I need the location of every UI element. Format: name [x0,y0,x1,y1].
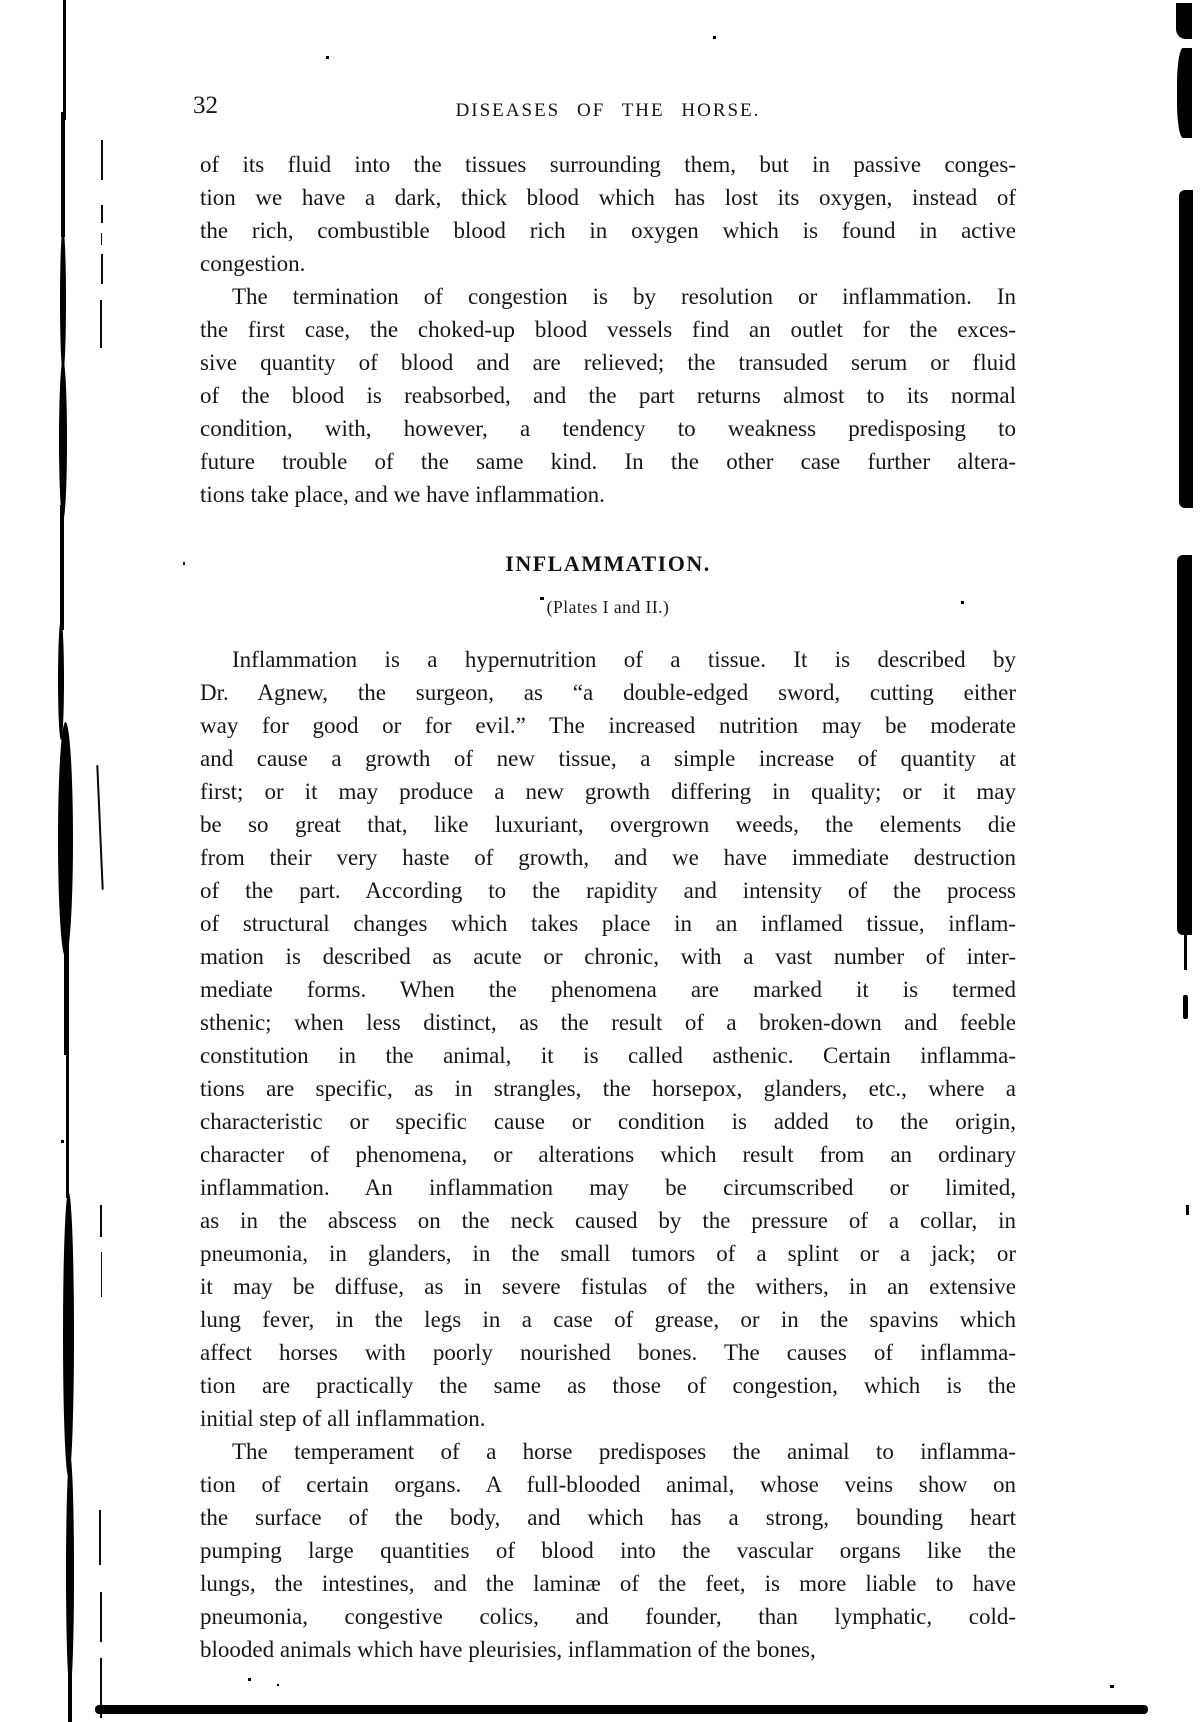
left-edge-scan-streak [59,360,67,520]
left-edge-scan-streak [66,1455,74,1690]
text-line: way for good or for evil.” The increased nutrition may be moderate [200,713,1016,738]
left-edge-scan-streak [63,0,66,120]
plates-note: (Plates I and II.) [546,597,670,617]
ink-speck [61,1140,64,1143]
paragraph-group-bottom [200,643,1016,1666]
left-edge-scan-streak [60,505,64,630]
left-margin-dash [100,1205,102,1237]
text-line: lungs, the intestines, and the laminæ of the feet, is more liable to have [200,1571,1016,1596]
text-line: the surface of the body, and which has a strong, bounding heart [200,1505,1016,1530]
paragraph [200,1435,1016,1666]
text-line: Inflammation is a hypernutrition of a tissue. It is described by [232,647,1016,672]
text-line: of the part. According to the rapidity and intensity of the process [200,878,1016,903]
text-line: constitution in the animal, it is called asthenic. Certain inflamma- [200,1043,1016,1068]
text-line: tion we have a dark, thick blood which has lost its oxygen, instead of [200,185,1016,210]
paragraph [200,280,1016,511]
paragraph [200,643,1016,1435]
text-line: of its fluid into the tissues surrounding them, but in passive conges- [200,152,1016,177]
ink-speck [961,601,964,604]
right-edge-scan-dot [1186,1205,1189,1215]
text-line: mation is described as acute or chronic, with a vast number of inter- [200,944,1016,969]
text-line: affect horses with poorly nourished bones. The causes of inflamma- [200,1340,1016,1365]
text-line: pumping large quantities of blood into the vascular organs like the [200,1538,1016,1563]
ink-speck [326,56,329,59]
text-line: blooded animals which have pleurisies, inflammation of the bones, [200,1637,816,1662]
text-line: it may be diffuse, as in severe fistulas of the withers, in an extensive [200,1274,1016,1299]
left-edge-scan-streak [58,620,64,740]
left-margin-dash [100,1592,102,1642]
paragraph [200,148,1016,280]
text-line: be so great that, like luxuriant, overgrown weeds, the elements die [200,812,1016,837]
left-margin-dash [101,205,103,223]
text-line: The temperament of a horse predisposes the animal to inflamma- [232,1439,1016,1464]
section-heading: INFLAMMATION. [505,551,711,576]
right-edge-scan-blob [1176,3,1192,39]
left-margin-dash [101,233,102,245]
left-margin-arc [96,765,103,890]
paragraph-group-top [200,148,1016,511]
running-title: DISEASES OF THE HORSE. [455,100,761,121]
text-line: Dr. Agnew, the surgeon, as “a double-edged sword, cutting either [200,680,1016,705]
text-line: and cause a growth of new tissue, a simple increase of quantity at [200,746,1016,771]
left-edge-scan-streak [68,1672,72,1722]
left-margin-dash [100,300,102,348]
left-margin-dash [101,254,103,284]
right-edge-scan-mark [1183,995,1188,1019]
text-line: the first case, the choked-up blood vessels find an outlet for the exces- [200,317,1016,342]
text-line: tion are practically the same as those of congestion, which is the [200,1373,1016,1398]
text-line: of the blood is reabsorbed, and the part returns almost to its normal [200,383,1016,408]
left-margin-dash [101,140,103,180]
ink-speck [183,562,185,565]
text-line: the rich, combustible blood rich in oxygen which is found in active [200,218,1016,243]
text-line: congestion. [200,251,306,276]
text-line: pneumonia, congestive colics, and founder, than lymphatic, cold- [200,1604,1016,1629]
text-line: character of phenomena, or alterations which result from an ordinary [200,1142,1016,1167]
text-line: tion of certain organs. A full-blooded animal, whose veins show on [200,1472,1016,1497]
ink-speck [713,36,716,39]
ink-speck [540,597,544,600]
text-line: pneumonia, in glanders, in the small tumors of a splint or a jack; or [200,1241,1016,1266]
left-edge-scan-blob [58,722,73,957]
left-edge-scan-streak [66,1048,69,1198]
left-margin-dash [99,1510,101,1565]
text-line: of structural changes which takes place in an inflamed tissue, inflam- [200,911,1016,936]
text-line: initial step of all inflammation. [200,1406,486,1431]
bottom-scan-bar [95,1705,1148,1714]
text-line: lung fever, in the legs in a case of grease, or in the spavins which [200,1307,1016,1332]
text-line: sthenic; when less distinct, as the result of a broken-down and feeble [200,1010,1016,1035]
left-edge-scan-streak [61,112,65,237]
right-edge-scan-tail [1184,932,1187,970]
ink-speck [277,1684,279,1686]
text-line: future trouble of the same kind. In the other case further altera- [200,449,1016,474]
left-edge-scan-streak [64,945,69,1055]
page-number: 32 [193,92,218,119]
text-column [200,148,1016,1666]
text-line: as in the abscess on the neck caused by the pressure of a collar, in [200,1208,1016,1233]
text-line: inflammation. An inflammation may be circumscribed or limited, [200,1175,1016,1200]
text-line: characteristic or specific cause or condition is added to the origin, [200,1109,1016,1134]
right-edge-scan-bar [1177,555,1192,935]
text-line: tions take place, and we have inflammation. [200,482,605,507]
text-line: condition, with, however, a tendency to weakness predisposing to [200,416,1016,441]
right-edge-scan-bar [1179,190,1193,508]
text-line: sive quantity of blood and are relieved; the transuded serum or fluid [200,350,1016,375]
ink-speck [248,1678,251,1681]
left-edge-scan-streak [60,228,66,373]
right-edge-scan-patch [1177,48,1192,138]
ink-speck [1110,1685,1114,1688]
text-line: mediate forms. When the phenomena are marked it is termed [200,977,1016,1002]
text-line: from their very haste of growth, and we have immediate destruction [200,845,1016,870]
left-margin-dash [101,1252,102,1297]
text-line: first; or it may produce a new growth differing in quality; or it may [200,779,1016,804]
text-line: tions are specific, as in strangles, the horsepox, glanders, etc., where a [200,1076,1016,1101]
left-edge-scan-blob [63,1192,74,1477]
text-line: The termination of congestion is by resolution or inflammation. In [232,284,1016,309]
